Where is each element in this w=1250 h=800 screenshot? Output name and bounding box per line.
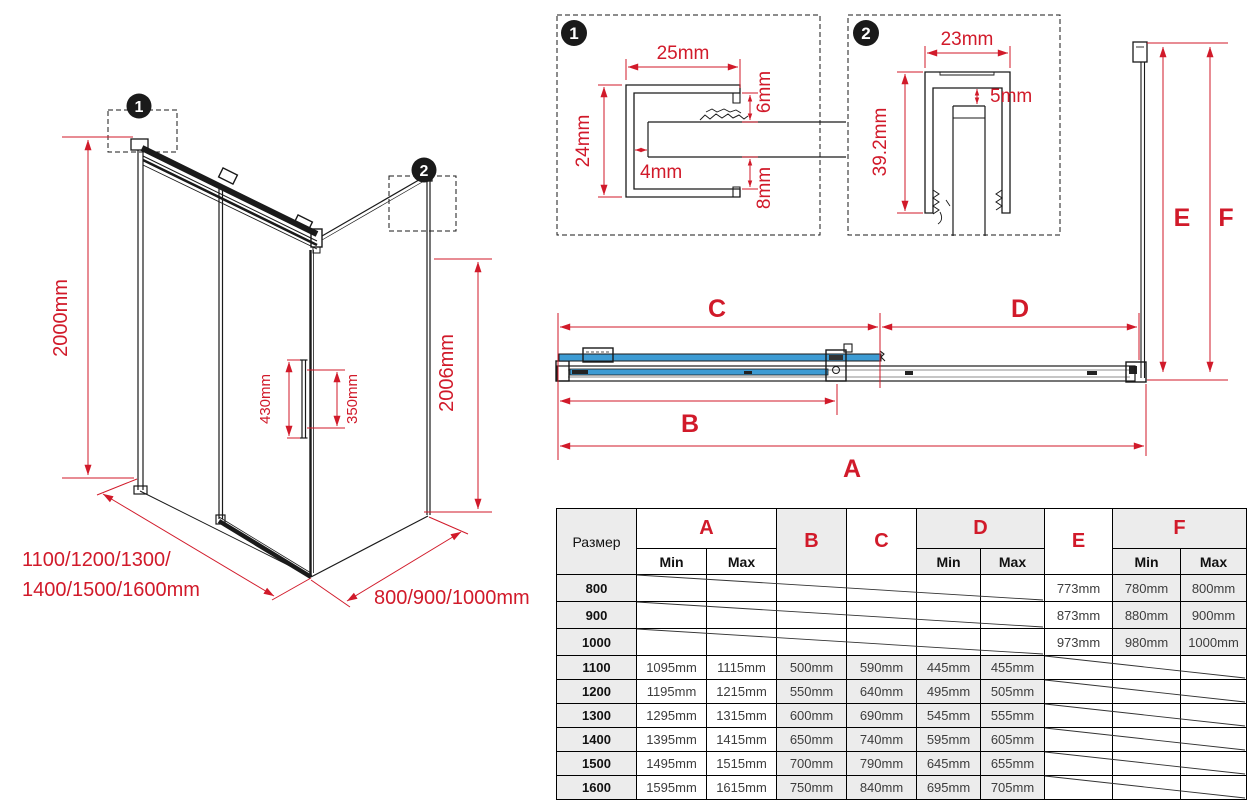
dim-label-c: C xyxy=(707,295,727,323)
dim-label-4mm: 4mm xyxy=(640,162,683,183)
f-min-header: Min xyxy=(1113,549,1181,575)
value-cell-a_min xyxy=(637,602,707,629)
value-cell-d_min xyxy=(917,602,981,629)
size-cell: 1200 xyxy=(557,680,637,704)
dim-label-e: E xyxy=(1173,204,1191,232)
value-cell-a_max: 1415mm xyxy=(707,728,777,752)
value-cell-d_max: 505mm xyxy=(981,680,1045,704)
value-cell-f_max xyxy=(1181,752,1247,776)
value-cell-f_max xyxy=(1181,656,1247,680)
dim-label-width-options-2: 1400/1500/1600mm xyxy=(22,579,200,601)
value-cell-d_max: 705mm xyxy=(981,776,1045,800)
value-cell-f_max xyxy=(1181,776,1247,800)
col-header-e: E xyxy=(1045,509,1113,575)
d-max-header: Max xyxy=(981,549,1045,575)
dim-label-430mm: 430mm xyxy=(257,373,274,425)
rail-mark xyxy=(572,370,588,374)
dim-label-f: F xyxy=(1218,204,1234,232)
dim-label-39-2mm: 39.2mm xyxy=(870,107,891,177)
callout-1-number: 1 xyxy=(134,99,144,116)
detail-1-number: 1 xyxy=(569,24,579,43)
value-cell-d_min: 495mm xyxy=(917,680,981,704)
dim-label-2000mm: 2000mm xyxy=(50,279,72,357)
value-cell-d_min: 445mm xyxy=(917,656,981,680)
value-cell-f_min xyxy=(1113,704,1181,728)
size-cell: 1400 xyxy=(557,728,637,752)
value-cell-d_min: 695mm xyxy=(917,776,981,800)
dim-label-a: A xyxy=(842,455,862,483)
value-cell-c: 740mm xyxy=(847,728,917,752)
size-cell: 1600 xyxy=(557,776,637,800)
value-cell-b: 550mm xyxy=(777,680,847,704)
isometric-view xyxy=(22,94,530,610)
value-cell-d_max: 455mm xyxy=(981,656,1045,680)
value-cell-a_max: 1515mm xyxy=(707,752,777,776)
value-cell-e xyxy=(1045,704,1113,728)
value-cell-a_max: 1615mm xyxy=(707,776,777,800)
dim-label-25mm: 25mm xyxy=(656,43,710,64)
value-cell-d_min: 645mm xyxy=(917,752,981,776)
value-cell-e xyxy=(1045,680,1113,704)
value-cell-d_max: 555mm xyxy=(981,704,1045,728)
detail-2-number: 2 xyxy=(861,24,871,43)
rail-mark xyxy=(744,371,752,374)
dim-label-350mm: 350mm xyxy=(344,373,361,425)
plan-view xyxy=(556,42,1234,483)
callout-2-box xyxy=(389,176,456,231)
value-cell-d_min xyxy=(917,575,981,602)
value-cell-d_max xyxy=(981,575,1045,602)
dim-label-24mm: 24mm xyxy=(573,114,594,168)
value-cell-b xyxy=(777,602,847,629)
value-cell-f_min xyxy=(1113,656,1181,680)
value-cell-f_max: 800mm xyxy=(1181,575,1247,602)
value-cell-f_min: 980mm xyxy=(1113,629,1181,656)
size-cell: 900 xyxy=(557,602,637,629)
value-cell-f_max: 900mm xyxy=(1181,602,1247,629)
value-cell-a_min: 1295mm xyxy=(637,704,707,728)
value-cell-b xyxy=(777,575,847,602)
value-cell-e xyxy=(1045,728,1113,752)
value-cell-f_min xyxy=(1113,752,1181,776)
value-cell-a_min: 1195mm xyxy=(637,680,707,704)
rail-mark xyxy=(905,371,913,375)
dim-label-8mm: 8mm xyxy=(754,166,775,210)
size-cell: 1500 xyxy=(557,752,637,776)
col-header-c: C xyxy=(847,509,917,575)
value-cell-f_max: 1000mm xyxy=(1181,629,1247,656)
value-cell-c xyxy=(847,602,917,629)
value-cell-d_max xyxy=(981,629,1045,656)
value-cell-f_min: 880mm xyxy=(1113,602,1181,629)
value-cell-f_max xyxy=(1181,704,1247,728)
value-cell-d_min xyxy=(917,629,981,656)
a-min-header: Min xyxy=(637,549,707,575)
spec-table xyxy=(556,508,1247,800)
detail-2 xyxy=(848,15,1060,236)
value-cell-f_max xyxy=(1181,728,1247,752)
value-cell-c: 590mm xyxy=(847,656,917,680)
spec-table-container xyxy=(556,508,1247,800)
value-cell-e xyxy=(1045,752,1113,776)
corner-bracket-detail xyxy=(1129,366,1137,374)
size-cell: 1300 xyxy=(557,704,637,728)
value-cell-c: 640mm xyxy=(847,680,917,704)
col-header-d: D xyxy=(917,509,1045,549)
dim-label-23mm: 23mm xyxy=(940,29,994,50)
value-cell-a_min: 1495mm xyxy=(637,752,707,776)
value-cell-f_min xyxy=(1113,728,1181,752)
f-max-header: Max xyxy=(1181,549,1247,575)
value-cell-f_max xyxy=(1181,680,1247,704)
col-header-a: A xyxy=(637,509,777,549)
value-cell-f_min xyxy=(1113,680,1181,704)
value-cell-b: 750mm xyxy=(777,776,847,800)
value-cell-a_max xyxy=(707,629,777,656)
value-cell-c: 790mm xyxy=(847,752,917,776)
size-cell: 1000 xyxy=(557,629,637,656)
value-cell-d_max: 605mm xyxy=(981,728,1045,752)
dim-label-b: B xyxy=(680,410,700,438)
callout-2-number: 2 xyxy=(419,163,429,180)
dim-label-2006mm: 2006mm xyxy=(436,334,458,412)
value-cell-a_max xyxy=(707,575,777,602)
roller-detail xyxy=(829,355,843,360)
value-cell-e: 973mm xyxy=(1045,629,1113,656)
fixed-panel-glass xyxy=(570,369,828,375)
value-cell-a_min xyxy=(637,575,707,602)
value-cell-b: 600mm xyxy=(777,704,847,728)
value-cell-e xyxy=(1045,656,1113,680)
value-cell-b: 500mm xyxy=(777,656,847,680)
value-cell-d_max: 655mm xyxy=(981,752,1045,776)
value-cell-e xyxy=(1045,776,1113,800)
value-cell-a_max: 1315mm xyxy=(707,704,777,728)
d-min-header: Min xyxy=(917,549,981,575)
detail-1 xyxy=(557,15,846,235)
dim-label-d: D xyxy=(1010,295,1030,323)
size-header: Размер xyxy=(557,509,637,575)
dim-label-5mm: 5mm xyxy=(990,86,1033,107)
value-cell-a_max: 1115mm xyxy=(707,656,777,680)
value-cell-a_max: 1215mm xyxy=(707,680,777,704)
value-cell-c xyxy=(847,629,917,656)
value-cell-f_min: 780mm xyxy=(1113,575,1181,602)
a-max-header: Max xyxy=(707,549,777,575)
value-cell-c: 690mm xyxy=(847,704,917,728)
value-cell-b: 650mm xyxy=(777,728,847,752)
value-cell-c xyxy=(847,575,917,602)
value-cell-b: 700mm xyxy=(777,752,847,776)
size-cell: 1100 xyxy=(557,656,637,680)
value-cell-a_min: 1595mm xyxy=(637,776,707,800)
rail-mark xyxy=(1087,371,1097,375)
value-cell-a_min: 1395mm xyxy=(637,728,707,752)
col-header-b: B xyxy=(777,509,847,575)
size-cell: 800 xyxy=(557,575,637,602)
dim-label-6mm: 6mm xyxy=(754,70,775,114)
value-cell-a_max xyxy=(707,602,777,629)
value-cell-a_min xyxy=(637,629,707,656)
value-cell-d_min: 545mm xyxy=(917,704,981,728)
dim-label-depth-options: 800/900/1000mm xyxy=(374,587,530,609)
value-cell-d_max xyxy=(981,602,1045,629)
value-cell-e: 773mm xyxy=(1045,575,1113,602)
value-cell-e: 873mm xyxy=(1045,602,1113,629)
value-cell-d_min: 595mm xyxy=(917,728,981,752)
value-cell-b xyxy=(777,629,847,656)
value-cell-a_min: 1095mm xyxy=(637,656,707,680)
col-header-f: F xyxy=(1113,509,1247,549)
value-cell-f_min xyxy=(1113,776,1181,800)
dim-label-width-options-1: 1100/1200/1300/ xyxy=(22,549,171,571)
value-cell-c: 840mm xyxy=(847,776,917,800)
